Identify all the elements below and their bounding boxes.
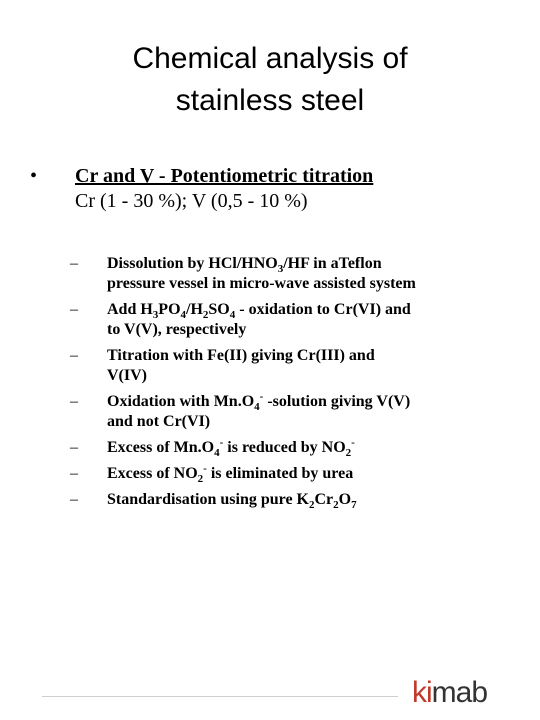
bullet-text (75, 164, 515, 214)
slide-title-line-2: stainless steel (175, 84, 365, 117)
slide-title-line-1: Chemical analysis of (132, 42, 408, 75)
list-item-oxidation (70, 300, 510, 340)
item-line: Excess of $NO_2^-$ is eliminated by urea (107, 462, 354, 486)
footer-divider (42, 696, 398, 697)
bullet-marker: • (30, 165, 38, 187)
list-item-mno4-reduced (70, 438, 510, 458)
item-line: Titration with Fe(II) giving Cr(III) and (107, 347, 375, 364)
slide-title (40, 38, 500, 122)
procedure-list (70, 254, 510, 516)
item-line: to V(V), respectively (107, 321, 247, 338)
item-line: Standardisation using pure $K_2Cr_2O_7$ (107, 491, 357, 512)
dash-marker: – (70, 439, 78, 456)
dash-marker: – (70, 393, 78, 410)
list-item-titration (70, 346, 510, 386)
item-line: V(IV) (107, 367, 147, 384)
list-item-no2-urea (70, 464, 510, 484)
bullet-heading: Cr and V - Potentiometric titration (75, 165, 374, 187)
list-item-standardisation (70, 490, 510, 510)
item-line: Add $H_3PO_4/H_2SO_4$ - oxidation to Cr(VI) and (107, 301, 411, 322)
item-line: Dissolution by HCl/$HNO_3/HF$ in aTeflon (107, 255, 382, 276)
item-line: Excess of $Mn.O_4^-$ is reduced by $NO_2^-$ (107, 436, 355, 460)
item-line: pressure vessel in micro-wave assisted system (107, 275, 416, 292)
dash-marker: – (70, 465, 78, 482)
dash-marker: – (70, 301, 78, 318)
list-item-dissolution (70, 254, 510, 294)
kimab-logo (412, 676, 487, 710)
dash-marker: – (70, 255, 78, 272)
dash-marker: – (70, 491, 78, 508)
item-line: and not Cr(VI) (107, 413, 211, 430)
logo-part-ki: ki (412, 676, 432, 709)
bullet-subheading: Cr (1 - 30 %); V (0,5 - 10 %) (75, 190, 308, 212)
list-item-mno4-oxidation (70, 392, 510, 432)
logo-part-mab: mab (431, 676, 488, 709)
dash-marker: – (70, 347, 78, 364)
item-line: Oxidation with $Mn.O_4^-$ -solution giving V(V) (107, 390, 411, 414)
